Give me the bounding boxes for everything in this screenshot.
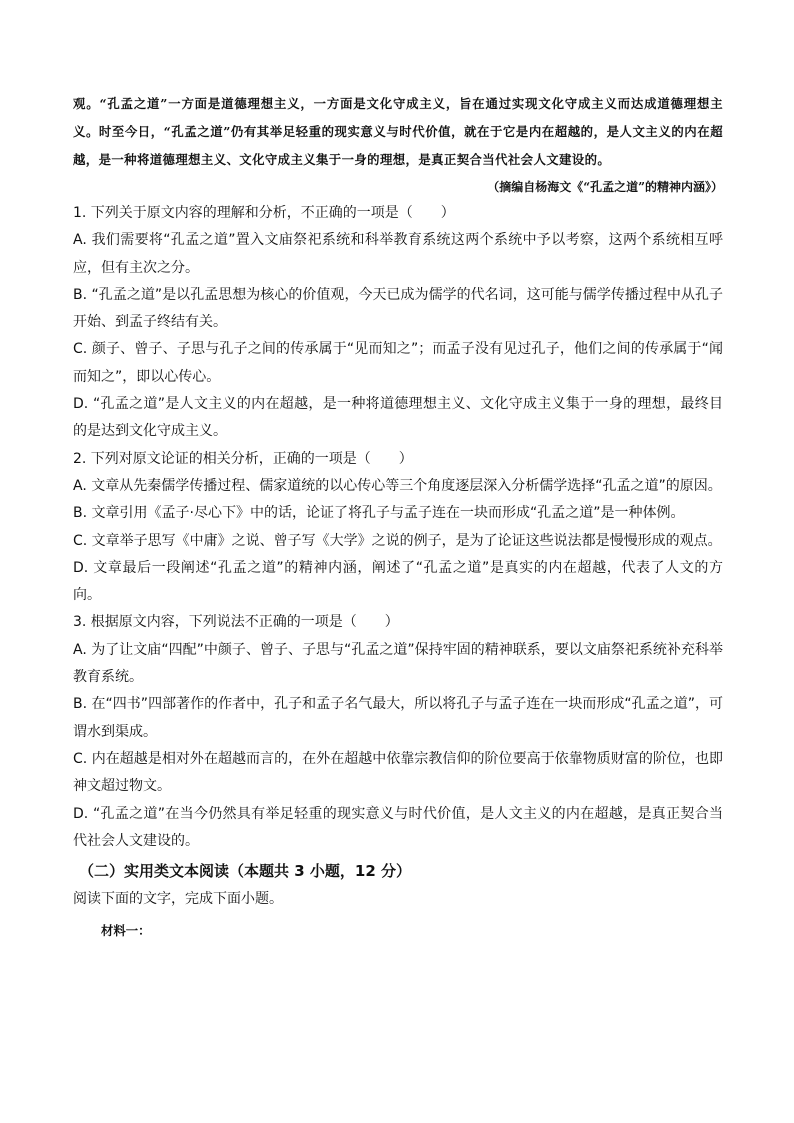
option-d: D. 文章最后一段阐述“孔孟之道”的精神内涵，阐述了“孔孟之道”是真实的内在超越，代表了人文的方向。 [73, 559, 723, 604]
section-instruction: 阅读下面的文字，完成下面小题。 [73, 891, 283, 908]
option-b: B. 在“四书”四部著作的作者中，孔子和孟子名气最大，所以将孔子与孟子连在一块而形成“孔孟之道”，可谓水到渠成。 [73, 696, 723, 740]
option-d: D. “孔孟之道”是人文主义的内在超越，是一种将道德理想主义、文化守成主义集于一身的理想，最终目的是达到文化守成主义。 [73, 396, 723, 440]
passage-source: （摘编自杨海文《“孔孟之道”的精神内涵》） [487, 180, 723, 194]
option-c: C. 文章举子思写《中庸》之说、曾子写《大学》之说的例子，是为了论证这些说法都是慢慢形成的观点。 [73, 532, 722, 549]
option-a: A. 我们需要将“孔孟之道”置入文庙祭祀系统和科举教育系统这两个系统中予以考察，这两个系统相互呼应，但有主次之分。 [73, 232, 723, 276]
option-a: A. 文章从先秦儒学传播过程、儒家道统的以心传心等三个角度逐层深入分析儒学选择“孔孟之道”的原因。 [73, 477, 722, 494]
question-stem: 2. 下列对原文论证的相关分析，正确的一项是（ ） [73, 450, 413, 467]
question-1 [73, 200, 723, 446]
option-a: A. 为了让文庙“四配”中颜子、曾子、子思与“孔孟之道”保持牢固的精神联系，要以文庙祭祀系统补充科举教育系统。 [73, 641, 723, 686]
question-3 [73, 609, 723, 855]
passage-paragraph: 观。“孔孟之道”一方面是道德理想主义，一方面是文化守成主义，旨在通过实现文化守成主义而达成道德理想主义。时至今日，“孔孟之道”仍有其举足轻重的现实意义与时代价值，就在于它是内在超越的，是人文主义的内在超越，是一种将道德理想主义、文化守成主义集于一身的理想，是真正契合当代社会人文建设的。 [73, 96, 723, 167]
question-stem: 1. 下列关于原文内容的理解和分析，不正确的一项是（ ） [73, 205, 455, 221]
section-heading: （二）实用类文本阅读（本题共 3 小题，12 分） [79, 862, 411, 881]
question-stem: 3. 根据原文内容，下列说法不正确的一项是（ ） [73, 614, 399, 631]
option-d: D. “孔孟之道”在当今仍然具有举足轻重的现实意义与时代价值，是人文主义的内在超越，是真正契合当代社会人文建设的。 [73, 805, 723, 849]
option-c: C. 内在超越是相对外在超越而言的，在外在超越中依靠宗教信仰的阶位要高于依靠物质财富的阶位，也即神文超过物文。 [73, 750, 723, 795]
document-page [73, 90, 723, 945]
option-c: C. 颜子、曾子、子思与孔子之间的传承属于“见而知之”；而孟子没有见过孔子，他们之间的传承属于“闻而知之”，即以心传心。 [73, 341, 723, 385]
option-b: B. 文章引用《孟子·尽心下》中的话，论证了将孔子与孟子连在一块而形成“孔孟之道”是一种体例。 [73, 505, 685, 522]
question-2 [73, 446, 723, 610]
option-b: B. “孔孟之道”是以孔孟思想为核心的价值观，今天已成为儒学的代名词，这可能与儒学传播过程中从孔子开始、到孟子终结有关。 [73, 286, 723, 331]
material-label: 材料一： [101, 923, 151, 939]
